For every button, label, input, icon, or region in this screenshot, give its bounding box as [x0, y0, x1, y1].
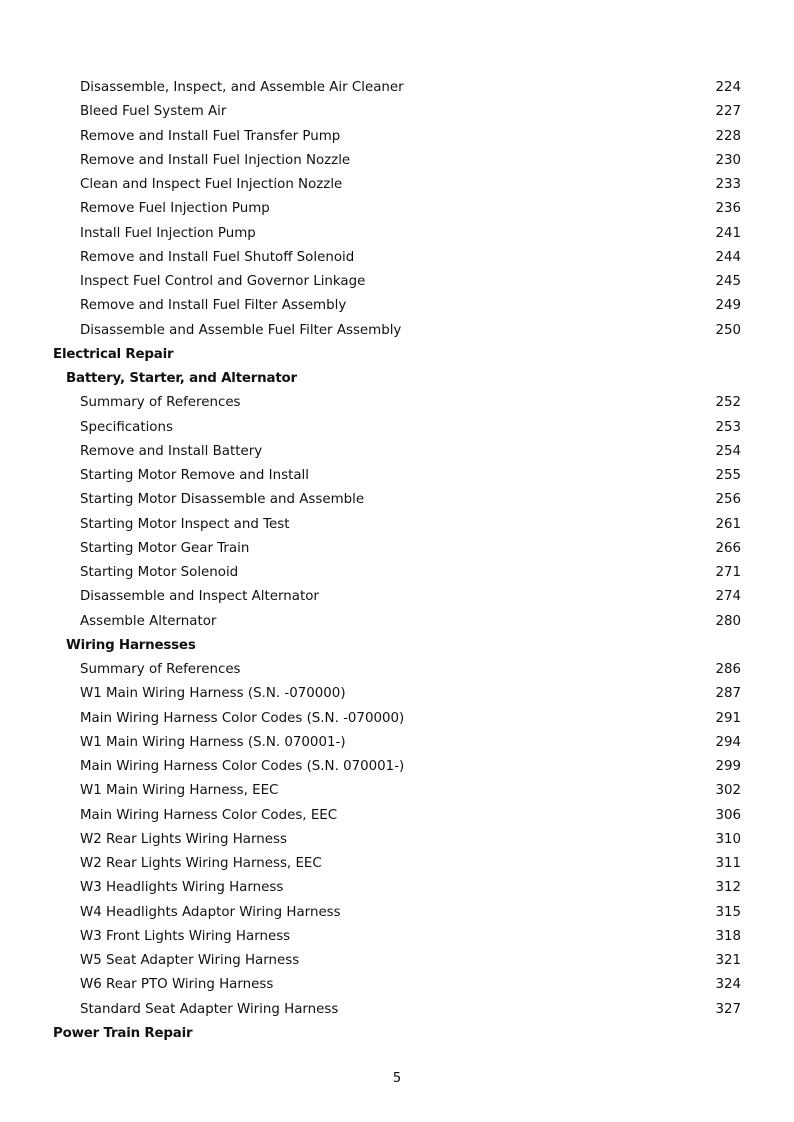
toc-page-number: 312 [715, 880, 741, 896]
toc-page-number: 321 [715, 953, 741, 968]
toc-title: W4 Headlights Adaptor Wiring Harness [80, 904, 341, 920]
toc-page-number: 266 [715, 540, 741, 556]
toc-title: W2 Rear Lights Wiring Harness [80, 831, 287, 847]
toc-row-subsection-heading [0, 367, 794, 391]
toc-title: Starting Motor Gear Train [80, 540, 250, 556]
toc-title: Remove and Install Fuel Transfer Pump [80, 128, 341, 144]
toc-row-toc-entry[interactable] [0, 585, 794, 609]
toc-title: Disassemble and Assemble Fuel Filter Assembly [80, 322, 402, 338]
toc-row-toc-entry[interactable] [0, 294, 794, 318]
toc-title: Bleed Fuel System Air [80, 104, 227, 120]
toc-page-number: 311 [715, 856, 741, 871]
toc-row-toc-entry[interactable] [0, 488, 794, 512]
toc-page-number: 252 [715, 395, 741, 411]
toc-row-toc-entry[interactable] [0, 222, 794, 246]
toc-title: Clean and Inspect Fuel Injection Nozzle [80, 177, 343, 192]
toc-page-number: 286 [715, 662, 741, 677]
toc-page-number: 315 [715, 904, 741, 920]
toc-row-toc-entry[interactable] [0, 707, 794, 731]
toc-row-toc-entry[interactable] [0, 319, 794, 343]
toc-page-number: 244 [715, 249, 741, 265]
toc-title: Remove and Install Battery [80, 443, 263, 459]
toc-title: Electrical Repair [53, 346, 174, 362]
toc-page-number: 274 [715, 589, 741, 605]
toc-title: Starting Motor Solenoid [80, 565, 239, 580]
toc-title: Remove and Install Fuel Shutoff Solenoid [80, 249, 355, 265]
toc-row-toc-entry[interactable] [0, 949, 794, 973]
toc-title: Disassemble, Inspect, and Assemble Air Cleaner [80, 80, 404, 95]
table-of-contents [0, 76, 794, 1046]
toc-title: Wiring Harnesses [66, 637, 196, 653]
toc-row-toc-entry[interactable] [0, 561, 794, 585]
toc-title: Main Wiring Harness Color Codes (S.N. -070000) [80, 710, 405, 726]
toc-page-number: 287 [715, 686, 741, 702]
toc-row-toc-entry[interactable] [0, 925, 794, 949]
toc-title: W1 Main Wiring Harness (S.N. 070001-) [80, 734, 346, 750]
toc-page-number: 249 [715, 298, 741, 314]
toc-page-number: 324 [715, 977, 741, 993]
toc-row-toc-entry[interactable] [0, 246, 794, 270]
toc-title: Main Wiring Harness Color Codes (S.N. 070001-) [80, 759, 405, 774]
toc-title: Starting Motor Remove and Install [80, 468, 309, 483]
toc-page-number: 299 [715, 759, 741, 774]
toc-title: W3 Front Lights Wiring Harness [80, 928, 291, 944]
toc-row-toc-entry[interactable] [0, 125, 794, 149]
toc-page-number: 245 [715, 274, 741, 289]
toc-row-section-heading [0, 1022, 794, 1046]
toc-row-toc-entry[interactable] [0, 755, 794, 779]
toc-row-toc-entry[interactable] [0, 76, 794, 100]
toc-row-subsection-heading [0, 634, 794, 658]
toc-title: Starting Motor Disassemble and Assemble [80, 492, 365, 508]
toc-row-toc-entry[interactable] [0, 197, 794, 221]
toc-row-section-heading [0, 343, 794, 367]
toc-page-number: 253 [715, 419, 741, 435]
toc-row-toc-entry[interactable] [0, 828, 794, 852]
toc-title: Starting Motor Inspect and Test [80, 516, 290, 532]
toc-title: W1 Main Wiring Harness, EEC [80, 783, 279, 799]
toc-row-toc-entry[interactable] [0, 973, 794, 997]
toc-row-toc-entry[interactable] [0, 682, 794, 706]
toc-page-number: 327 [715, 1001, 741, 1017]
toc-row-toc-entry[interactable] [0, 610, 794, 634]
toc-row-toc-entry[interactable] [0, 731, 794, 755]
toc-page-number: 294 [715, 734, 741, 750]
toc-title: W5 Seat Adapter Wiring Harness [80, 953, 300, 968]
toc-title: Main Wiring Harness Color Codes, EEC [80, 807, 338, 823]
toc-page-number: 227 [715, 104, 741, 120]
toc-row-toc-entry[interactable] [0, 149, 794, 173]
toc-row-toc-entry[interactable] [0, 901, 794, 925]
toc-page-number: 271 [715, 565, 741, 580]
toc-title: Power Train Repair [53, 1025, 193, 1041]
toc-page-number: 254 [715, 443, 741, 459]
toc-row-toc-entry[interactable] [0, 779, 794, 803]
toc-page-number: 230 [715, 152, 741, 168]
toc-page-number: 302 [715, 783, 741, 799]
toc-row-toc-entry[interactable] [0, 440, 794, 464]
toc-page-number: 318 [715, 928, 741, 944]
toc-page-number: 233 [715, 177, 741, 192]
toc-row-toc-entry[interactable] [0, 998, 794, 1022]
toc-page-number: 256 [715, 492, 741, 508]
toc-title: Remove Fuel Injection Pump [80, 201, 270, 217]
toc-title: Remove and Install Fuel Filter Assembly [80, 298, 347, 314]
toc-row-toc-entry[interactable] [0, 804, 794, 828]
toc-title: Inspect Fuel Control and Governor Linkage [80, 274, 366, 289]
toc-page-number: 306 [715, 807, 741, 823]
toc-title: Assemble Alternator [80, 613, 217, 629]
toc-title: W1 Main Wiring Harness (S.N. -070000) [80, 686, 346, 702]
toc-page-number: 250 [715, 322, 741, 338]
toc-title: Remove and Install Fuel Injection Nozzle [80, 152, 351, 168]
toc-page-number: 236 [715, 201, 741, 217]
toc-page-number: 280 [715, 613, 741, 629]
toc-row-toc-entry[interactable] [0, 537, 794, 561]
toc-title: Standard Seat Adapter Wiring Harness [80, 1001, 339, 1017]
toc-title: Disassemble and Inspect Alternator [80, 589, 319, 605]
toc-page-number: 224 [715, 80, 741, 95]
page-number: 5 [392, 1071, 402, 1086]
toc-title: W3 Headlights Wiring Harness [80, 880, 284, 896]
toc-row-toc-entry[interactable] [0, 391, 794, 415]
toc-row-toc-entry[interactable] [0, 513, 794, 537]
toc-row-toc-entry[interactable] [0, 464, 794, 488]
toc-page-number: 255 [715, 468, 741, 483]
toc-row-toc-entry[interactable] [0, 658, 794, 682]
toc-row-toc-entry[interactable] [0, 416, 794, 440]
toc-page-number: 241 [715, 225, 741, 241]
toc-title: W2 Rear Lights Wiring Harness, EEC [80, 856, 322, 871]
toc-title: Summary of References [80, 662, 241, 677]
toc-row-toc-entry[interactable] [0, 270, 794, 294]
toc-title: Specifications [80, 419, 173, 435]
toc-row-toc-entry[interactable] [0, 173, 794, 197]
toc-title: Install Fuel Injection Pump [80, 225, 256, 241]
toc-title: W6 Rear PTO Wiring Harness [80, 977, 274, 993]
toc-title: Battery, Starter, and Alternator [66, 371, 297, 386]
toc-page-number: 261 [715, 516, 741, 532]
toc-page-number: 228 [715, 128, 741, 144]
toc-row-toc-entry[interactable] [0, 852, 794, 876]
toc-row-toc-entry[interactable] [0, 876, 794, 900]
toc-row-toc-entry[interactable] [0, 100, 794, 124]
toc-page-number: 310 [715, 831, 741, 847]
toc-title: Summary of References [80, 395, 241, 411]
toc-page-number: 291 [715, 710, 741, 726]
